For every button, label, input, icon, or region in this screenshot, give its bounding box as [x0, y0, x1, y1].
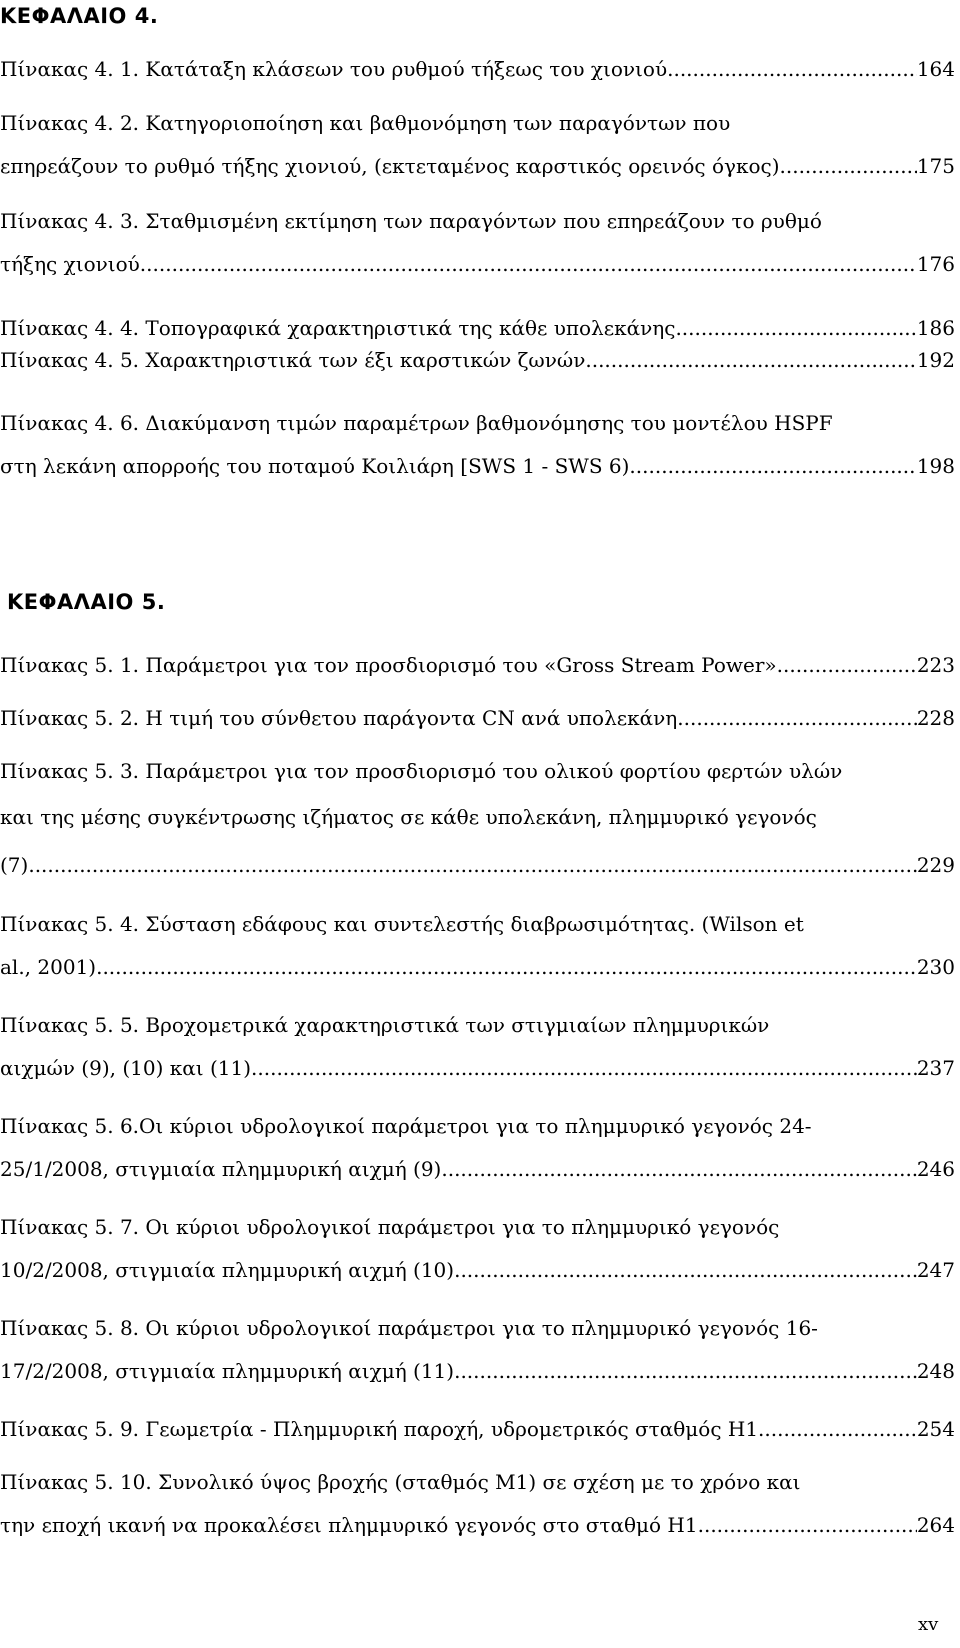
- toc-entry-text: τήξης χιονιού.: [0, 252, 147, 276]
- toc-entry-text: Πίνακας 5. 10. Συνολικό ύψος βροχής (σταθμός Μ1) σε σχέση με το χρόνο και: [0, 1470, 801, 1494]
- chapter-4-heading: ΚΕΦΑΛΑΙΟ 4.: [0, 4, 159, 28]
- toc-entry-4-2-line-1[interactable]: [0, 106, 955, 140]
- toc-entry-text: Πίνακας 4. 1. Κατάταξη κλάσεων του ρυθμού τήξεως του χιονιού.: [0, 57, 674, 81]
- toc-entry-page: 237: [916, 1056, 955, 1080]
- toc-entry-5-8-line-2[interactable]: [0, 1354, 955, 1388]
- toc-entry-text: Πίνακας 5. 6.Οι κύριοι υδρολογικοί παράμετροι για το πλημμυρικό γεγονός 24-: [0, 1114, 812, 1138]
- toc-entry-page: 264: [916, 1513, 955, 1537]
- dot-leader: [592, 343, 917, 377]
- toc-entry-page: 186: [916, 316, 955, 340]
- chapter-5-heading: ΚΕΦΑΛΑΙΟ 5.: [7, 590, 166, 614]
- toc-entry-text: στη λεκάνη απορροής του ποταμού Κοιλιάρη [SWS 1 - SWS 6).: [0, 454, 636, 478]
- dot-leader: [146, 247, 917, 281]
- toc-entry-page: 164: [916, 57, 955, 81]
- toc-entry-page: 192: [916, 348, 955, 372]
- dot-leader: [673, 52, 916, 86]
- toc-entry-page: 248: [916, 1359, 955, 1383]
- page-number: xv: [918, 1614, 939, 1635]
- toc-entry-5-2[interactable]: [0, 701, 955, 735]
- toc-entry-text: Πίνακας 4. 6. Διακύμανση τιμών παραμέτρων βαθμονόμησης του μοντέλου HSPF: [0, 411, 833, 435]
- dot-leader: [786, 149, 917, 183]
- toc-entry-5-7-line-1[interactable]: [0, 1210, 955, 1244]
- toc-entry-4-6-line-1[interactable]: [0, 406, 955, 440]
- dot-leader: [698, 1508, 917, 1542]
- toc-entry-4-3-line-1[interactable]: [0, 204, 955, 238]
- toc-entry-page: 246: [916, 1157, 955, 1181]
- toc-entry-5-10-line-2[interactable]: [0, 1508, 955, 1542]
- toc-entry-text: και της μέσης συγκέντρωσης ιζήματος σε κάθε υπολεκάνη, πλημμυρικό γεγονός: [0, 805, 817, 829]
- dot-leader: [454, 1354, 917, 1388]
- toc-entry-5-6-line-2[interactable]: [0, 1152, 955, 1186]
- toc-entry-5-5-line-2[interactable]: [0, 1051, 955, 1085]
- dot-leader: [758, 1412, 917, 1446]
- toc-entry-5-4-line-1[interactable]: [0, 907, 955, 941]
- toc-entry-text: Πίνακας 5. 9. Γεωμετρία - Πλημμυρική παροχή, υδρομετρικός σταθμός Η1: [0, 1417, 759, 1441]
- toc-entry-text: Πίνακας 5. 2. Η τιμή του σύνθετου παράγοντα CN ανά υπολεκάνη.: [0, 706, 684, 730]
- toc-entry-text: Πίνακας 5. 8. Οι κύριοι υδρολογικοί παράμετροι για το πλημμυρικό γεγονός 16-: [0, 1316, 818, 1340]
- dot-leader: [682, 311, 917, 345]
- toc-entry-page: 176: [916, 252, 955, 276]
- toc-entry-page: 247: [916, 1258, 955, 1282]
- dot-leader: [257, 1051, 916, 1085]
- toc-entry-4-1[interactable]: [0, 52, 955, 86]
- toc-entry-4-2-line-2[interactable]: [0, 149, 955, 183]
- toc-entry-text: Πίνακας 5. 7. Οι κύριοι υδρολογικοί παράμετροι για το πλημμυρικό γεγονός: [0, 1215, 780, 1239]
- toc-entry-text: Πίνακας 4. 2. Κατηγοριοποίηση και βαθμονόμηση των παραγόντων που: [0, 111, 731, 135]
- dot-leader: [102, 950, 916, 984]
- toc-entry-page: 230: [916, 955, 955, 979]
- toc-entry-5-3-line-1[interactable]: [0, 754, 955, 788]
- toc-entry-text: Πίνακας 4. 3. Σταθμισμένη εκτίμηση των παραγόντων που επηρεάζουν το ρυθμό: [0, 209, 822, 233]
- toc-entry-text: 10/2/2008, στιγμιαία πλημμυρική αιχμή (10): [0, 1258, 455, 1282]
- toc-entry-page: 229: [916, 853, 955, 877]
- dot-leader: [35, 848, 917, 882]
- toc-entry-4-3-line-2[interactable]: [0, 247, 955, 281]
- toc-entry-5-3-line-2[interactable]: [0, 800, 955, 834]
- toc-entry-5-4-line-2[interactable]: [0, 950, 955, 984]
- toc-entry-5-8-line-1[interactable]: [0, 1311, 955, 1345]
- toc-entry-text: αιχμών (9), (10) και (11).: [0, 1056, 258, 1080]
- dot-leader: [777, 648, 917, 682]
- dot-leader: [636, 449, 917, 483]
- toc-entry-text: al., 2001).: [0, 955, 103, 979]
- toc-entry-page: 198: [916, 454, 955, 478]
- dot-leader: [454, 1253, 917, 1287]
- toc-entry-text: επηρεάζουν το ρυθμό τήξης χιονιού, (εκτεταμένος καρστικός ορεινός όγκος).: [0, 154, 786, 178]
- toc-entry-5-7-line-2[interactable]: [0, 1253, 955, 1287]
- toc-entry-page: 223: [916, 653, 955, 677]
- toc-entry-text: Πίνακας 4. 4. Τοπογραφικά χαρακτηριστικά της κάθε υπολεκάνης.: [0, 316, 682, 340]
- toc-entry-5-3-line-3[interactable]: [0, 848, 955, 882]
- toc-entry-5-10-line-1[interactable]: [0, 1465, 955, 1499]
- toc-entry-4-4[interactable]: [0, 311, 955, 345]
- toc-entry-text: Πίνακας 5. 5. Βροχομετρικά χαρακτηριστικά των στιγμιαίων πλημμυρικών: [0, 1013, 770, 1037]
- toc-entry-text: Πίνακας 4. 5. Χαρακτηριστικά των έξι καρστικών ζωνών.: [0, 348, 592, 372]
- toc-entry-text: την εποχή ικανή να προκαλέσει πλημμυρικό γεγονός στο σταθμό Η1: [0, 1513, 698, 1537]
- dot-leader: [441, 1152, 916, 1186]
- toc-entry-5-9[interactable]: [0, 1412, 955, 1446]
- toc-entry-text: Πίνακας 5. 3. Παράμετροι για τον προσδιορισμό του ολικού φορτίου φερτών υλών: [0, 759, 843, 783]
- toc-entry-5-5-line-1[interactable]: [0, 1008, 955, 1042]
- toc-entry-text: 17/2/2008, στιγμιαία πλημμυρική αιχμή (11): [0, 1359, 455, 1383]
- toc-entry-5-1[interactable]: [0, 648, 955, 682]
- toc-entry-text: (7).: [0, 853, 35, 877]
- toc-entry-text: Πίνακας 5. 1. Παράμετροι για τον προσδιορισμό του «Gross Stream Power»: [0, 653, 777, 677]
- dot-leader: [684, 701, 917, 735]
- toc-entry-page: 254: [916, 1417, 955, 1441]
- toc-entry-page: 228: [916, 706, 955, 730]
- toc-entry-page: 175: [916, 154, 955, 178]
- toc-entry-4-6-line-2[interactable]: [0, 449, 955, 483]
- toc-entry-5-6-line-1[interactable]: [0, 1109, 955, 1143]
- toc-entry-text: Πίνακας 5. 4. Σύσταση εδάφους και συντελεστής διαβρωσιμότητας. (Wilson et: [0, 912, 804, 936]
- toc-entry-4-5[interactable]: [0, 343, 955, 377]
- toc-entry-text: 25/1/2008, στιγμιαία πλημμυρική αιχμή (9): [0, 1157, 442, 1181]
